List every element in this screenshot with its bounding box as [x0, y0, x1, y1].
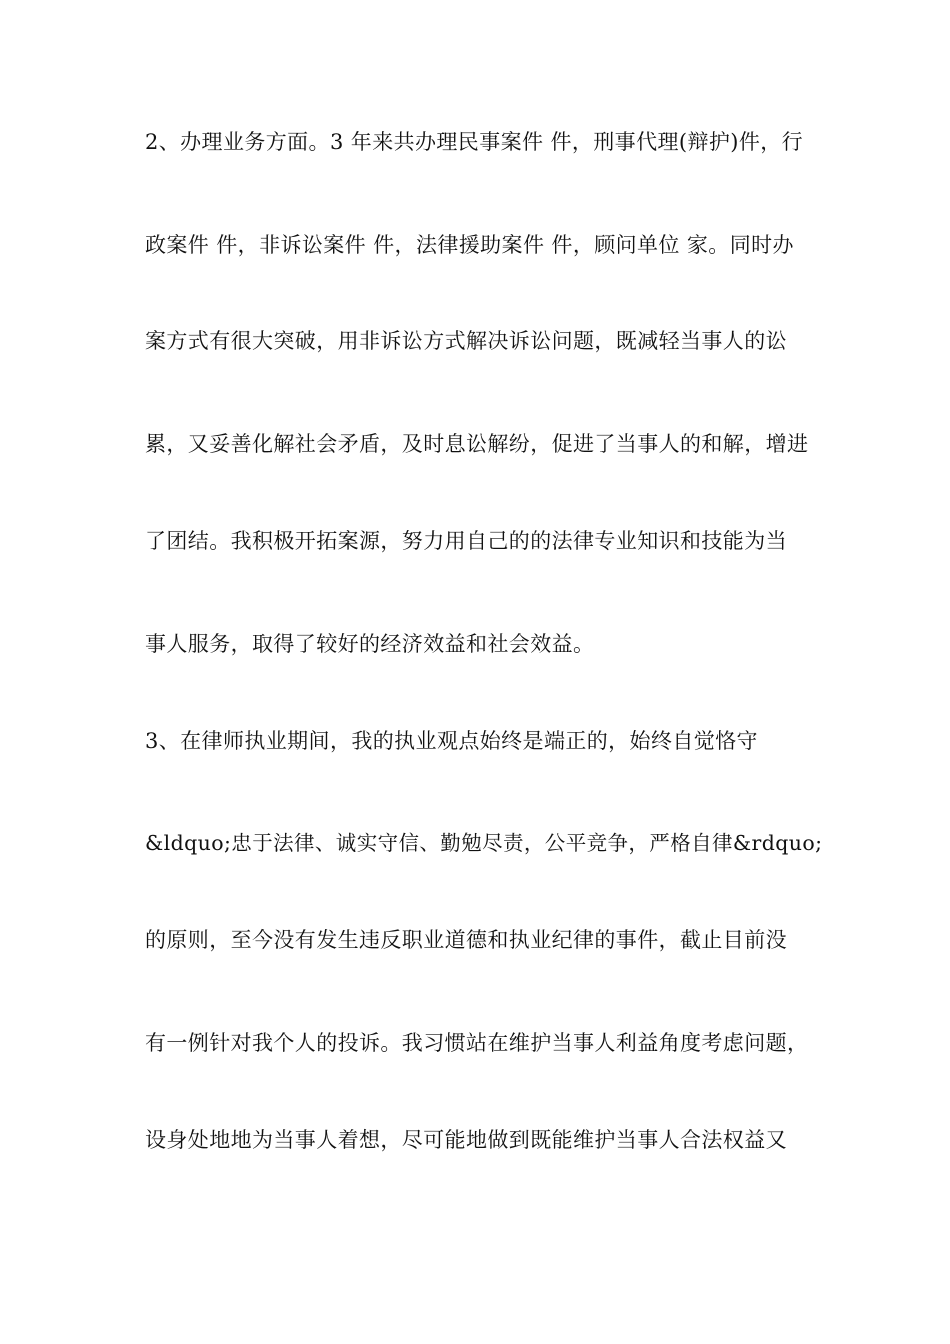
- text-line: 了团结。我积极开拓案源，努力用自己的的法律专业知识和技能为当: [145, 529, 787, 553]
- text-line: 2、办理业务方面。3 年来共办理民事案件 件，刑事代理(辩护)件，行: [145, 130, 804, 154]
- text-line: &ldquo;忠于法律、诚实守信、勤勉尽责，公平竞争，严格自律&rdquo;: [145, 831, 823, 855]
- text-line: 案方式有很大突破，用非诉讼方式解决诉讼问题，既减轻当事人的讼: [145, 329, 787, 353]
- text-line: 政案件 件，非诉讼案件 件，法律援助案件 件，顾问单位 家。同时办: [145, 233, 794, 257]
- text-line: 的原则，至今没有发生违反职业道德和执业纪律的事件，截止目前没: [145, 928, 787, 952]
- text-line: 3、在律师执业期间，我的执业观点始终是端正的，始终自觉恪守: [145, 729, 758, 753]
- text-line: 有一例针对我个人的投诉。我习惯站在维护当事人利益角度考虑问题，: [145, 1031, 809, 1055]
- text-line: 事人服务，取得了较好的经济效益和社会效益。: [145, 632, 595, 656]
- text-line: 累，又妥善化解社会矛盾，及时息讼解纷，促进了当事人的和解，增进: [145, 432, 809, 456]
- text-line: 设身处地地为当事人着想，尽可能地做到既能维护当事人合法权益又: [145, 1128, 787, 1152]
